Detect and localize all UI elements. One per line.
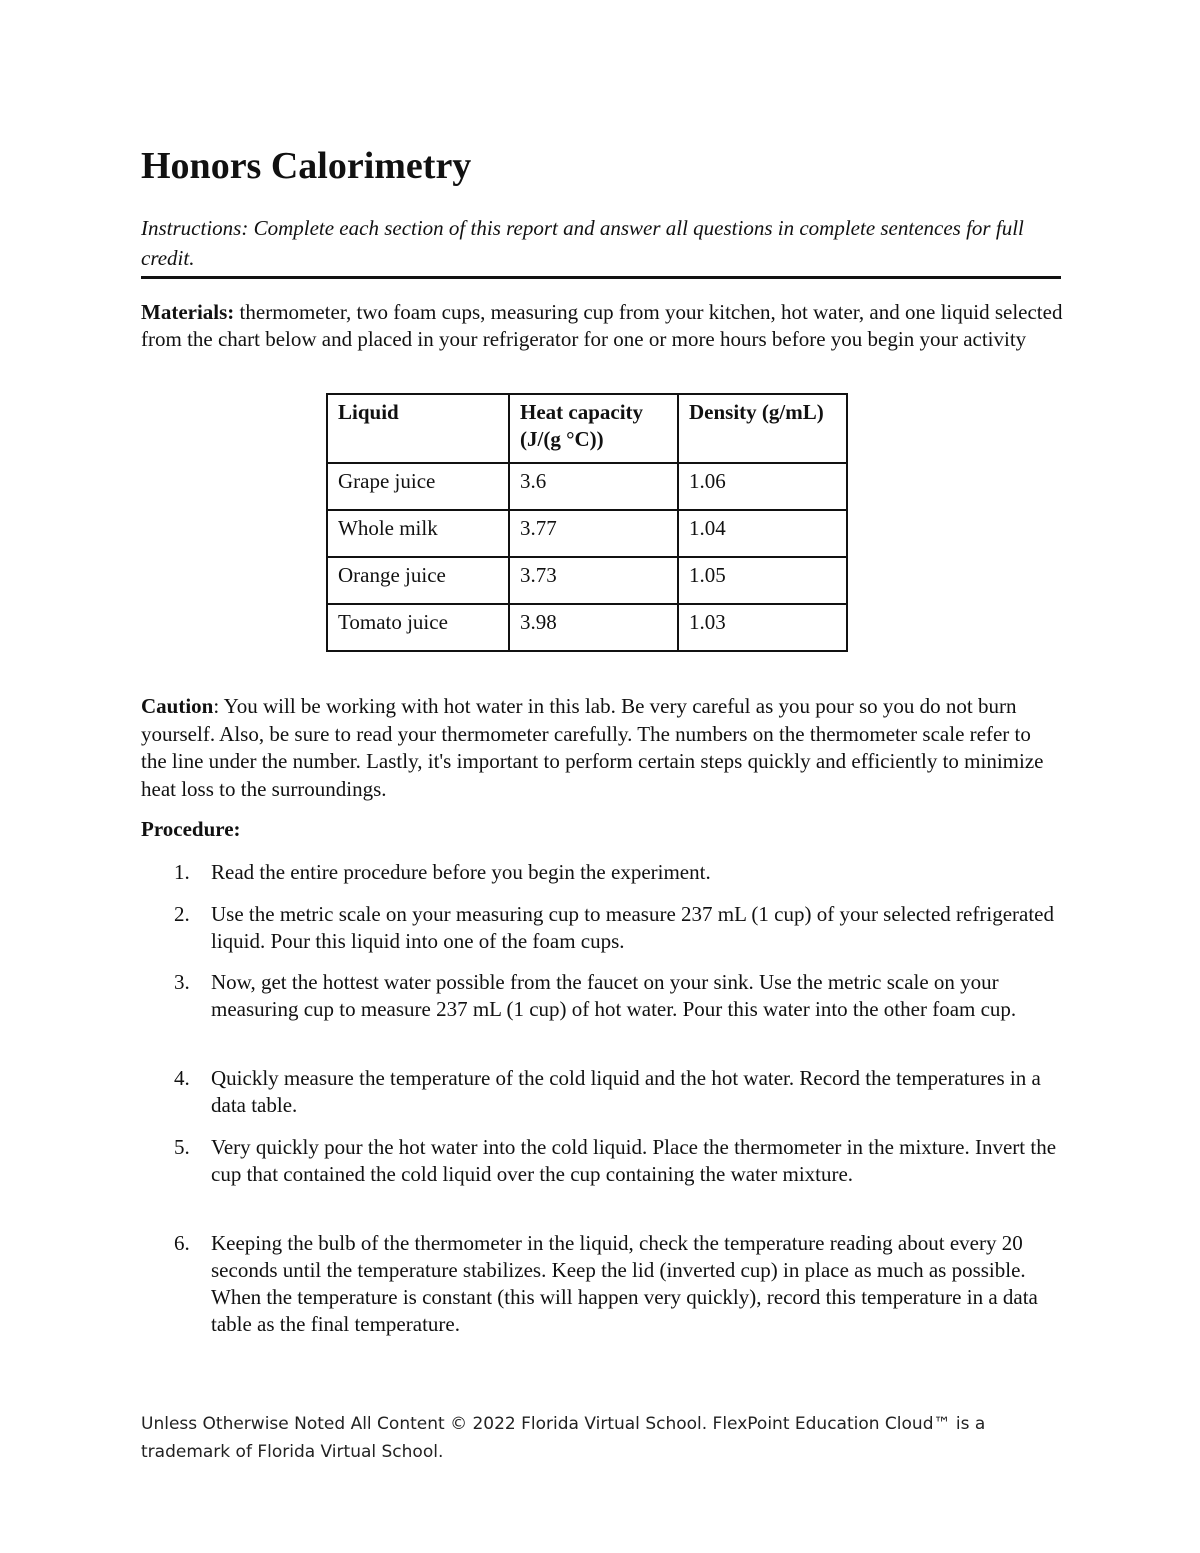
instructions-text: Instructions: Complete each section of this report and answer all questions in complete sentences for full credit. xyxy=(141,216,1024,270)
cell-density: 1.06 xyxy=(678,463,847,510)
step-number: 3. xyxy=(174,970,190,994)
caution-text: : You will be working with hot water in this lab. Be very careful as you pour so you do not burn yourself. Also, be sure to read your thermometer carefully. The numbers on the thermometer scale refer to the line under the number. Lastly, it's important to perform certain steps quickly and efficiently to minimize heat loss to the surroundings. xyxy=(141,694,1044,801)
table-row xyxy=(327,604,847,651)
procedure-step xyxy=(141,1134,1061,1188)
materials-text: thermometer, two foam cups, measuring cup from your kitchen, hot water, and one liquid selected from the chart below and placed in your refrigerator for one or more hours before you begin your activity xyxy=(141,300,1063,351)
procedure-heading: Procedure: xyxy=(141,817,241,841)
step-text: Use the metric scale on your measuring cup to measure 237 mL (1 cup) of your selected refrigerated liquid. Pour this liquid into one of the foam cups. xyxy=(211,902,1054,953)
cell-heat-capacity: 3.6 xyxy=(509,463,678,510)
step-number: 5. xyxy=(174,1135,190,1159)
materials-paragraph xyxy=(141,299,1071,353)
header-density: Density (g/mL) xyxy=(678,394,847,463)
table-row xyxy=(327,463,847,510)
copyright-footer: Unless Otherwise Noted All Content © 2022 Florida Virtual School. FlexPoint Education Cloud™ is a trademark of Florida Virtual School. xyxy=(141,1414,986,1462)
cell-density: 1.03 xyxy=(678,604,847,651)
table-row xyxy=(327,557,847,604)
cell-heat-capacity: 3.98 xyxy=(509,604,678,651)
cell-heat-capacity: 3.73 xyxy=(509,557,678,604)
step-number: 1. xyxy=(174,860,190,884)
step-number: 6. xyxy=(174,1231,190,1255)
cell-density: 1.04 xyxy=(678,510,847,557)
step-text: Read the entire procedure before you begin the experiment. xyxy=(211,860,711,884)
step-text: Keeping the bulb of the thermometer in the liquid, check the temperature reading about every 20 seconds until the temperature stabilizes. Keep the lid (inverted cup) in place as much as possible. When the temperature is constant (this will happen very quickly), record this temperature in a data table as the final temperature. xyxy=(211,1231,1038,1336)
step-text: Very quickly pour the hot water into the cold liquid. Place the thermometer in the mixture. Invert the cup that contained the cold liquid over the cup containing the water mixture. xyxy=(211,1135,1057,1186)
procedure-step xyxy=(141,901,1061,955)
table-header-row xyxy=(327,394,847,463)
cell-liquid: Grape juice xyxy=(327,463,509,510)
cell-heat-capacity: 3.77 xyxy=(509,510,678,557)
procedure-step xyxy=(141,969,1061,1023)
liquids-table xyxy=(326,393,848,652)
materials-label: Materials: xyxy=(141,300,235,324)
cell-density: 1.05 xyxy=(678,557,847,604)
cell-liquid: Tomato juice xyxy=(327,604,509,651)
procedure-step xyxy=(141,1230,1061,1338)
table-row xyxy=(327,510,847,557)
horizontal-rule xyxy=(141,276,1061,279)
caution-paragraph xyxy=(141,693,1061,803)
step-text: Now, get the hottest water possible from the faucet on your sink. Use the metric scale on your measuring cup to measure 237 mL (1 cup) of hot water. Pour this water into the other foam cup. xyxy=(211,970,1017,1021)
step-text: Quickly measure the temperature of the cold liquid and the hot water. Record the temperatures in a data table. xyxy=(211,1066,1041,1117)
procedure-step xyxy=(141,1065,1061,1119)
cell-liquid: Orange juice xyxy=(327,557,509,604)
step-number: 2. xyxy=(174,902,190,926)
header-liquid: Liquid xyxy=(327,394,509,463)
caution-label: Caution xyxy=(141,694,214,718)
page-title: Honors Calorimetry xyxy=(141,145,472,187)
cell-liquid: Whole milk xyxy=(327,510,509,557)
procedure-step xyxy=(141,859,1061,886)
header-heat-capacity: Heat capacity (J/(g °C)) xyxy=(509,394,678,463)
step-number: 4. xyxy=(174,1066,190,1090)
